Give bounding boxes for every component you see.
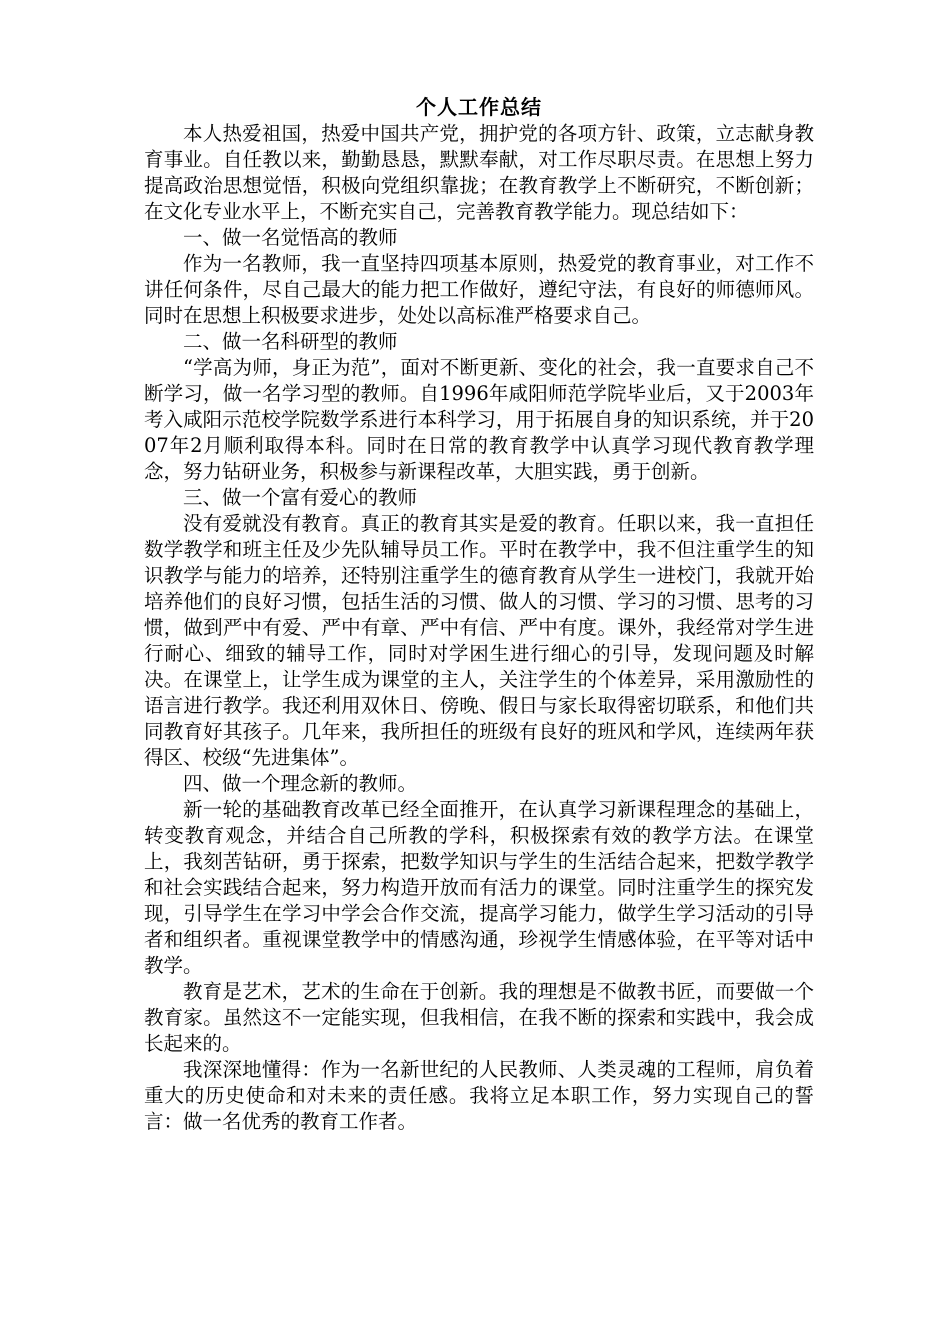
section-3-paragraph: 没有爱就没有教育。真正的教育其实是爱的教育。任职以来，我一直担任数学教学和班主任及少先队辅导员工作。平时在教学中，我不但注重学生的知识教学与能力的培养，还特别注重学生的德育教育从学生一进校门，我就开始培养他们的良好习惯，包括生活的习惯、做人的习惯、学习的习惯、思考的习惯，做到严中有爱、严中有章、严中有信、严中有度。课外，我经常对学生进行耐心、细致的辅导工作，同时对学困生进行细心的引导，发现问题及时解决。在课堂上，让学生成为课堂的主人，关注学生的个体差异，采用激励性的语言进行教学。我还利用双休日、傍晚、假日与家长取得密切联系，和他们共同教育好其孩子。几年来，我所担任的班级有良好的班风和学风，连续两年获得区、校级“先进集体”。 (144, 512, 814, 769)
section-heading-1: 一、做一名觉悟高的教师 (183, 226, 398, 249)
section-heading-2: 二、做一名科研型的教师 (183, 330, 398, 353)
closing-paragraph-2: 我深深地懂得：作为一名新世纪的人民教师、人类灵魂的工程师，肩负着重大的历史使命和对未来的责任感。我将立足本职工作，努力实现自己的誓言：做一名优秀的教育工作者。 (144, 1058, 814, 1133)
document-body (144, 93, 814, 1135)
section-heading-4: 四、做一个理念新的教师。 (183, 772, 418, 795)
document-title: 个人工作总结 (416, 95, 542, 119)
closing-paragraph-1: 教育是艺术，艺术的生命在于创新。我的理想是不做教书匠，而要做一个教育家。虽然这不一定能实现，但我相信，在我不断的探索和实践中，我会成长起来的。 (144, 980, 814, 1055)
section-2-paragraph: “学高为师，身正为范”，面对不断更新、变化的社会，我一直要求自己不断学习，做一名学习型的教师。自1996年咸阳师范学院毕业后，又于2003年考入咸阳示范校学院数学系进行本科学习，用于拓展自身的知识系统，并于2007年2月顺利取得本科。同时在日常的教育教学中认真学习现代教育教学理念，努力钻研业务，积极参与新课程改革，大胆实践，勇于创新。 (144, 356, 814, 483)
section-4-paragraph: 新一轮的基础教育改革已经全面推开，在认真学习新课程理念的基础上，转变教育观念，并结合自己所教的学科，积极探索有效的教学方法。在课堂上，我刻苦钻研，勇于探索，把数学知识与学生的生活结合起来，把数学教学和社会实践结合起来，努力构造开放而有活力的课堂。同时注重学生的探究发现，引导学生在学习中学会合作交流，提高学习能力，做学生学习活动的引导者和组织者。重视课堂教学中的情感沟通，珍视学生情感体验，在平等对话中教学。 (144, 798, 814, 977)
section-1-paragraph: 作为一名教师，我一直坚持四项基本原则，热爱党的教育事业，对工作不讲任何条件，尽自己最大的能力把工作做好，遵纪守法，有良好的师德师风。同时在思想上积极要求进步，处处以高标准严格要求自己。 (144, 252, 814, 327)
intro-paragraph: 本人热爱祖国，热爱中国共产党，拥护党的各项方针、政策，立志献身教育事业。自任教以来，勤勤恳恳，默默奉献，对工作尽职尽责。在思想上努力提高政治思想觉悟，积极向党组织靠拢；在教育教学上不断研究，不断创新；在文化专业水平上，不断充实自己，完善教育教学能力。现总结如下： (144, 122, 814, 223)
section-heading-3: 三、做一个富有爱心的教师 (183, 486, 418, 509)
